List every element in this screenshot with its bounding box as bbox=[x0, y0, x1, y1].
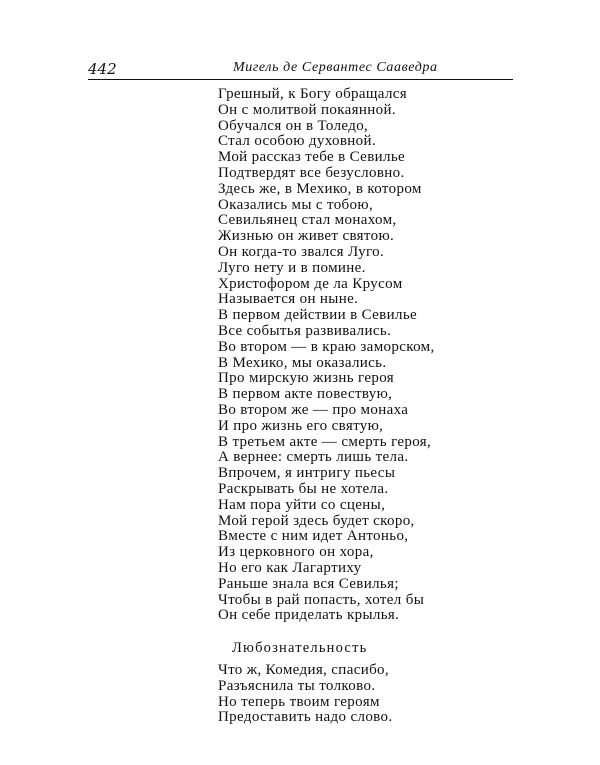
verse-line: Мой герой здесь будет скоро, bbox=[218, 512, 415, 529]
verse-line: Впрочем, я интригу пьесы bbox=[218, 465, 396, 482]
speaker-heading: Любознательность bbox=[232, 640, 368, 657]
page-header bbox=[0, 0, 600, 80]
verse-line: И про жизнь его святую, bbox=[218, 417, 384, 434]
verse-line: Предоставить надо слово. bbox=[218, 709, 393, 726]
verse-line: В первом действии в Севилье bbox=[218, 307, 418, 324]
verse-line: Стал особою духовной. bbox=[218, 133, 376, 150]
verse-line: Христофором де ла Крусом bbox=[218, 275, 403, 292]
page-number: 442 bbox=[88, 60, 117, 78]
verse-line: Чтобы в рай попасть, хотел бы bbox=[218, 591, 425, 608]
verse-line: Севильянец стал монахом, bbox=[218, 212, 397, 229]
verse-line: В третьем акте — смерть героя, bbox=[218, 433, 432, 450]
verse-line: Раскрывать бы не хотела. bbox=[218, 480, 389, 497]
verse-line: А вернее: смерть лишь тела. bbox=[218, 449, 409, 466]
verse-line: Подтвердят все безусловно. bbox=[218, 164, 405, 181]
verse-line: Он себе приделать крылья. bbox=[218, 607, 400, 624]
verse-line: Оказались мы с тобою, bbox=[218, 196, 374, 213]
stanza-1 bbox=[218, 87, 518, 624]
verse-line: Вместе с ним идет Антоньо, bbox=[218, 528, 409, 545]
verse-line: Разъяснила ты толково. bbox=[218, 677, 376, 694]
verse-line: Но его как Лагартиху bbox=[218, 559, 362, 576]
verse-line: Он когда-то звался Луго. bbox=[218, 243, 385, 260]
verse-line: Во втором — в краю заморском, bbox=[218, 338, 435, 355]
verse-line: Во втором же — про монаха bbox=[218, 401, 409, 418]
verse-line: Про мирскую жизнь героя bbox=[218, 370, 395, 387]
verse-line: Нам пора уйти со сцены, bbox=[218, 496, 386, 513]
verse-line: Обучался он в Толедо, bbox=[218, 117, 369, 134]
verse-line: В Мехико, мы оказались. bbox=[218, 354, 387, 371]
verse-line: Мой рассказ тебе в Севилье bbox=[218, 149, 406, 166]
verse-line: Но теперь твоим героям bbox=[218, 693, 380, 710]
verse-line: Из церковного он хора, bbox=[218, 544, 374, 561]
verse-line: Все событья развивались. bbox=[218, 322, 392, 339]
verse-line: Что ж, Комедия, спасибо, bbox=[218, 662, 390, 679]
verse-line: Здесь же, в Мехико, в котором bbox=[218, 180, 422, 197]
verse-line: Раньше знала вся Севилья; bbox=[218, 575, 399, 592]
verse-line: Грешный, к Богу обращался bbox=[218, 86, 408, 102]
verse-line: Жизнью он живет святою. bbox=[218, 228, 395, 245]
verse-line: Луго нету и в помине. bbox=[218, 259, 366, 276]
stanza-2 bbox=[218, 663, 518, 726]
verse-line: В первом акте повествую, bbox=[218, 386, 393, 403]
running-head: Мигель де Сервантес Сааведра bbox=[233, 60, 438, 75]
verse-line: Он с молитвой покаянной. bbox=[218, 101, 397, 118]
verse-line: Называется он ныне. bbox=[218, 291, 359, 308]
header-rule bbox=[88, 79, 513, 80]
poem-text bbox=[218, 87, 518, 726]
